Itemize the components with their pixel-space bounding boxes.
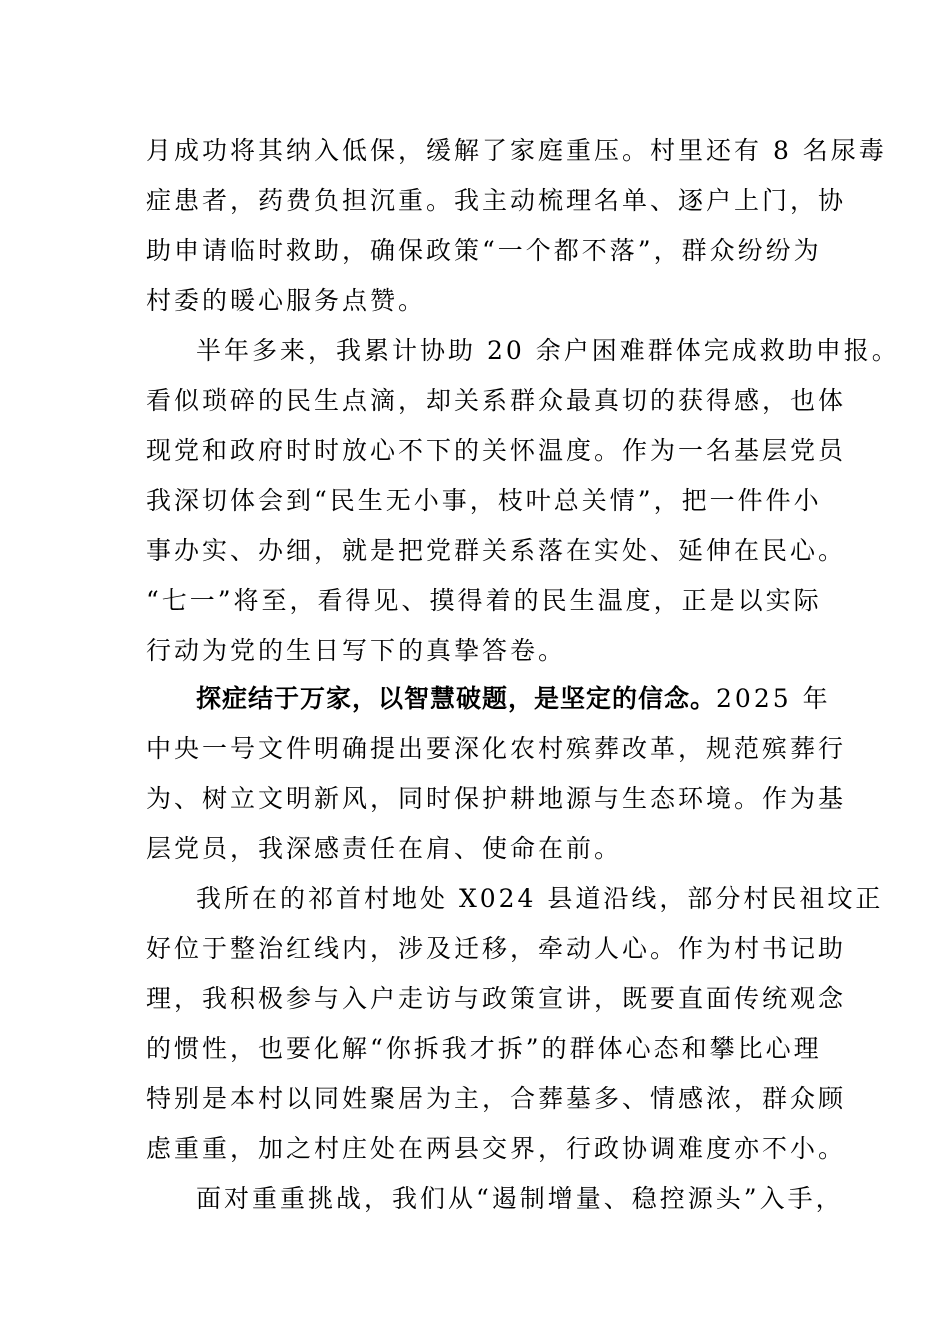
text-line: 看似琐碎的民生点滴，却关系群众最真切的获得感，也体 bbox=[146, 386, 847, 415]
text-line: 行动为党的生日写下的真挚答卷。 bbox=[146, 636, 567, 665]
text-line: “七一”将至，看得见、摸得着的民生温度，正是以实际 bbox=[146, 586, 822, 615]
text-line: 半年多来，我累计协助 20 余户困难群体完成救助申报。 bbox=[196, 336, 900, 365]
text-line: 现党和政府时时放心不下的关怀温度。作为一名基层党员 bbox=[146, 436, 847, 465]
text-line: 月成功将其纳入低保，缓解了家庭重压。村里还有 8 名尿毒 bbox=[146, 136, 887, 165]
text-line: 中央一号文件明确提出要深化农村殡葬改革，规范殡葬行 bbox=[146, 734, 847, 763]
text-line: 我所在的祁首村地处 X024 县道沿线，部分村民祖坟正 bbox=[196, 884, 884, 913]
text-line bbox=[196, 681, 831, 717]
text-line: 症患者，药费负担沉重。我主动梳理名单、逐户上门，协 bbox=[146, 186, 847, 215]
text-line: 面对重重挑战，我们从“遏制增量、稳控源头”入手， bbox=[196, 1184, 844, 1213]
text-line: 特别是本村以同姓聚居为主，合葬墓多、情感浓，群众顾 bbox=[146, 1084, 847, 1113]
text-line: 虑重重，加之村庄处在两县交界，行政协调难度亦不小。 bbox=[146, 1134, 847, 1163]
text-line: 事办实、办细，就是把党群关系落在实处、延伸在民心。 bbox=[146, 536, 847, 565]
text-line: 村委的暖心服务点赞。 bbox=[146, 286, 427, 315]
text-line: 好位于整治红线内，涉及迁移，牵动人心。作为村书记助 bbox=[146, 934, 847, 963]
text-line: 助申请临时救助，确保政策“一个都不落”，群众纷纷为 bbox=[146, 236, 822, 265]
bold-lead-sentence: 探症结于万家，以智慧破题，是坚定的信念。 bbox=[196, 684, 717, 713]
first-line-rest: 2025 年 bbox=[716, 684, 831, 713]
text-line: 的惯性，也要化解“你拆我才拆”的群体心态和攀比心理 bbox=[146, 1034, 822, 1063]
text-line: 为、树立文明新风，同时保护耕地源与生态环境。作为基 bbox=[146, 784, 847, 813]
text-line: 层党员，我深感责任在肩、使命在前。 bbox=[146, 834, 623, 863]
text-line: 我深切体会到“民生无小事，枝叶总关情”，把一件件小 bbox=[146, 486, 822, 515]
text-line: 理，我积极参与入户走访与政策宣讲，既要直面传统观念 bbox=[146, 984, 847, 1013]
